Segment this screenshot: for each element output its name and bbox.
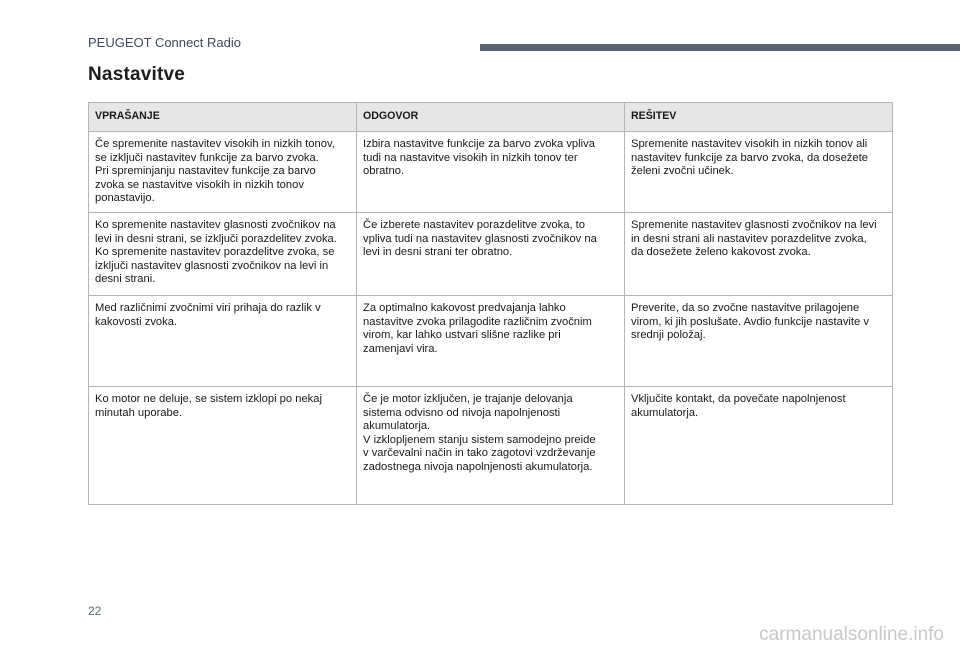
solution-cell (625, 387, 893, 505)
text-line: Izbira nastavitve funkcije za barvo zvoka vpliva (363, 138, 595, 150)
text-line: Če je motor izključen, je trajanje delovanja (363, 393, 573, 405)
solution-cell (625, 296, 893, 387)
text-line: nastavitev funkcije za barvo zvoka, da dosežete (631, 151, 868, 164)
text-line: Spremenite nastavitev visokih in nizkih tonov ali (631, 138, 868, 150)
text-line: Ko spremenite nastavitev porazdelitve zvoka, se (95, 246, 335, 259)
text-line: da dosežete želeno kakovost zvoka. (631, 246, 811, 259)
text-line: levi in desni strani ter obratno. (363, 246, 513, 259)
text-line: Vključite kontakt, da povečate napolnjenost (631, 393, 846, 405)
answer-cell (357, 296, 625, 387)
question-cell (89, 213, 357, 296)
text-line: virom, ki jih poslušate. Avdio funkcije nastavite v (631, 315, 869, 328)
watermark-text: carmanualsonline.info (759, 624, 944, 645)
column-header-solution: REŠITEV (625, 103, 893, 132)
text-line: levi in desni strani, se izključi porazdelitev zvoka. (95, 232, 337, 245)
header-accent-bar (480, 44, 960, 51)
answer-cell (357, 387, 625, 505)
text-line: Ko motor ne deluje, se sistem izklopi po nekaj (95, 393, 322, 405)
page-number: 22 (88, 604, 102, 618)
text-line: ponastavijo. (95, 192, 155, 205)
text-line: srednji položaj. (631, 329, 706, 342)
text-line: zadostnega nivoja napolnjenosti akumulatorja. (363, 460, 593, 473)
text-line: kakovosti zvoka. (95, 315, 178, 328)
section-title: Nastavitve (88, 64, 186, 85)
text-line: Pri spreminjanju nastavitev funkcije za barvo (95, 165, 316, 178)
troubleshooting-table (88, 102, 893, 505)
text-line: tudi na nastavitve visokih in nizkih tonov ter (363, 151, 578, 164)
table-row (89, 296, 893, 387)
text-line: V izklopljenem stanju sistem samodejno preide (363, 433, 596, 446)
text-line: desni strani. (95, 273, 156, 286)
solution-cell (625, 132, 893, 213)
text-line: akumulatorja. (363, 420, 431, 433)
text-line: minutah uporabe. (95, 406, 183, 419)
text-line: Ko spremenite nastavitev glasnosti zvočnikov na (95, 219, 336, 231)
question-cell (89, 132, 357, 213)
column-header-question: VPRAŠANJE (89, 103, 357, 132)
table-row (89, 132, 893, 213)
text-line: zvoka se nastavitve visokih in nizkih tonov (95, 178, 304, 191)
text-line: izključi nastavitev glasnosti zvočnikov na levi in (95, 259, 329, 272)
text-line: v varčevalni način in tako zagotovi vzdrževanje (363, 447, 596, 460)
table-header-row (89, 103, 893, 132)
text-line: vpliva tudi na nastavitev glasnosti zvočnikov na (363, 232, 597, 245)
table-row (89, 213, 893, 296)
text-line: virom, kar lahko ustvari slišne razlike pri (363, 329, 561, 342)
answer-cell (357, 213, 625, 296)
text-line: obratno. (363, 165, 405, 178)
table-row (89, 387, 893, 505)
text-line: Če spremenite nastavitev visokih in nizkih tonov, (95, 138, 335, 150)
question-cell (89, 387, 357, 505)
question-cell (89, 296, 357, 387)
text-line: Med različnimi zvočnimi viri prihaja do razlik v (95, 302, 321, 314)
text-line: Za optimalno kakovost predvajanja lahko (363, 302, 566, 314)
text-line: želeni zvočni učinek. (631, 165, 734, 178)
text-line: akumulatorja. (631, 406, 699, 419)
document-header-title: PEUGEOT Connect Radio (88, 35, 241, 50)
text-line: se izključi nastavitev funkcije za barvo zvoka. (95, 151, 319, 164)
text-line: in desni strani ali nastavitev porazdelitve zvoka, (631, 232, 867, 245)
text-line: Če izberete nastavitev porazdelitve zvoka, to (363, 219, 586, 231)
text-line: Spremenite nastavitev glasnosti zvočnikov na levi (631, 219, 877, 231)
solution-cell (625, 213, 893, 296)
text-line: sistema odvisno od nivoja napolnjenosti (363, 406, 561, 419)
text-line: Preverite, da so zvočne nastavitve prilagojene (631, 302, 860, 314)
answer-cell (357, 132, 625, 213)
text-line: zamenjavi vira. (363, 342, 438, 355)
column-header-answer: ODGOVOR (357, 103, 625, 132)
text-line: nastavitve zvoka prilagodite različnim zvočnim (363, 315, 592, 328)
